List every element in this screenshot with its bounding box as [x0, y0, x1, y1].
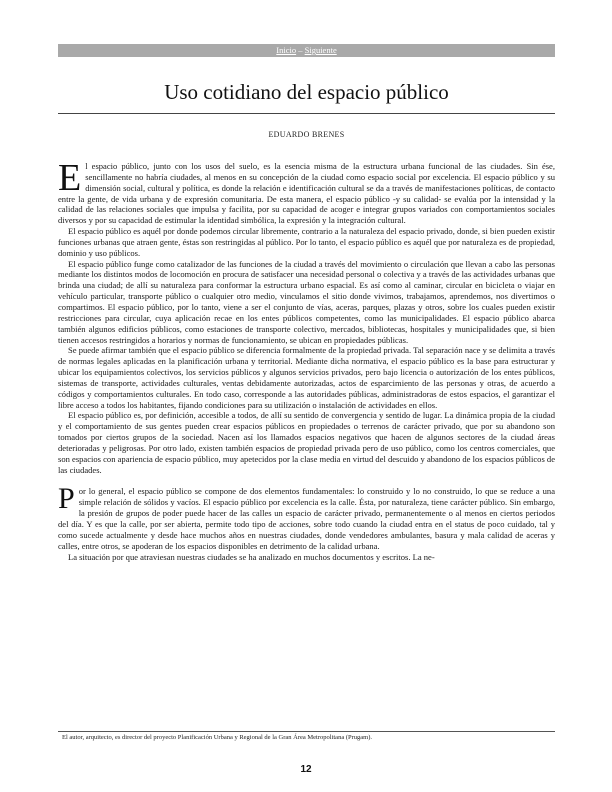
article-body	[58, 157, 555, 562]
drop-cap: P	[58, 482, 75, 516]
paragraph	[58, 157, 555, 226]
nav-bar	[58, 44, 555, 57]
title-divider	[58, 113, 555, 114]
next-link[interactable]: Siguiente	[304, 45, 337, 55]
article-title: Uso cotidiano del espacio público	[164, 80, 449, 104]
paragraph-text: or lo general, el espacio público se compone de dos elementos fundamentales: lo construido y lo no construido, lo que se reduce a una simple relación de sólidos y vacíos. El espacio público por excelencia es la calle. Ésta, por naturaleza, tiene carácter público. Sin embargo, la presión de grupos de poder puede hacer de las calles un espacio de carácter privado, permanentemente o al menos en ciertos periodos del día. Y es que la calle, por ser abierta, permite todo tipo de acciones, sobre todo cuando la ciudad entra en el status de poco cuidado, tal y como sucede actualmente y desde hace muchos años en nuestras ciudades, donde vendedores ambulantes, basura y mala calidad de aceras y calles, entre otros, se apoderan de los espacios disponibles en detrimento de la calidad urbana.	[58, 486, 555, 551]
nav-separator: –	[296, 45, 305, 55]
paragraph	[58, 482, 555, 551]
paragraph: Se puede afirmar también que el espacio público se diferencia formalmente de la propiedad privada. Tal separación nace y se delimita a través de normas legales aplicadas en la planificación urbana y territorial. Mediante dicha normativa, el espacio público es la base para estructurar y ubicar los equipamientos colectivos, los servicios públicos y algunos servicios privados, pero bajo licencia o autorización de los entes públicos, sistemas de transporte, actividades culturales, ventas debidamente autorizadas, actos de esparcimiento de las personas y otras, de acuerdo a códigos y comportamientos culturales. En todo caso, corresponde a las autoridades públicas, administradoras de estos espacios, el garantizar el libre acceso a todos los habitantes, fijando condiciones para su utilización o instalación de actividades en ellos.	[58, 345, 555, 410]
drop-cap: E	[58, 157, 82, 199]
paragraph: El espacio público es aquél por donde podemos circular libremente, contrario a la naturaleza del espacio privado, donde, si bien pueden existir funciones urbanas que atraen gente, éstas son restringidas al público. Por lo tanto, el espacio público es aquél que por naturaleza es de propiedad, dominio y uso públicos.	[58, 226, 555, 258]
footnote-divider	[58, 731, 555, 732]
paragraph-text: l espacio público, junto con los usos del suelo, es la esencia misma de la estructura urbana funcional de las ciudades. Sin ése, sencillamente no habría ciudades, al menos en su concepción de la ciudad como espacio social por excelencia. El espacio público y su dimensión social, cultural y política, es donde la relación e identificación cultural se da a través de manifestaciones políticas, de contacto entre la gente, de vida urbana y de expresión comunitaria. De esta manera, el espacio público -y su calidad- se evalúa por la intensidad y la calidad de las relaciones sociales que impulsa y facilita, por su capacidad de acoger e integrar grupos variados con comportamientos sociales diversos y por su capacidad de estimular la identidad simbólica, la expresión y la integración cultural.	[58, 161, 555, 226]
paragraph: El espacio público funge como catalizador de las funciones de la ciudad a través del movimiento o circulación que llevan a cabo las personas mediante los distintos modos de locomoción en procura de satisfacer una necesidad personal o colectiva y a través de las actividades urbanas que brinda una ciudad; de allí su naturaleza para conformar la estructura urbano espacial. Es así como al caminar, circular en bicicleta o viajar en vehículo particular, transporte público o cualquier otro medio, vinculamos el sitio donde vivimos, trabajamos, aprendemos, nos divertimos o compartimos. El espacio público, por lo tanto, viene a ser el conjunto de vías, aceras, parques, plazas y otros, sobre los cuales pueden existir restricciones para circular, cuya aplicación recae en los entes públicos competentes, como las municipalidades. El espacio público abarca también algunos edificios públicos, como estaciones de transporte colectivo, mercados, bibliotecas, hospitales y municipalidades que, si bien tienen accesos restringidos a horarios y normas de funcionamiento, se ubican en propiedades públicas.	[58, 258, 555, 345]
page-number: 12	[300, 764, 312, 775]
home-link[interactable]: Inicio	[276, 45, 297, 55]
paragraph: La situación por que atraviesan nuestras ciudades se ha analizado en muchos documentos y escritos. La ne-	[68, 551, 435, 562]
footnote: El autor, arquitecto, es director del proyecto Planificación Urbana y Regional de la Gran Área Metropolitana (Prugam).	[62, 734, 373, 741]
article-author: EDUARDO BRENES	[268, 130, 345, 139]
paragraph: El espacio público es, por definición, accesible a todos, de allí su sentido de convergencia y sentido de lugar. La dinámica propia de la ciudad y el comportamiento de sus gentes pueden crear espacios públicos en propiedades o terrenos de carácter privado, que por su abandono son tomados por ciertos grupos de la sociedad. Nacen así los llamados espacios negativos que hacen de algunos sectores de la ciudad áreas deterioradas y peligrosas. Por otro lado, existen también espacios de propiedad privada pero de uso público, como los centros comerciales, que son espacios con apariencia de espacio público, muy apetecidos por la clase media en virtud del descuido y abandono de los espacios públicos de las ciudades.	[58, 410, 555, 475]
